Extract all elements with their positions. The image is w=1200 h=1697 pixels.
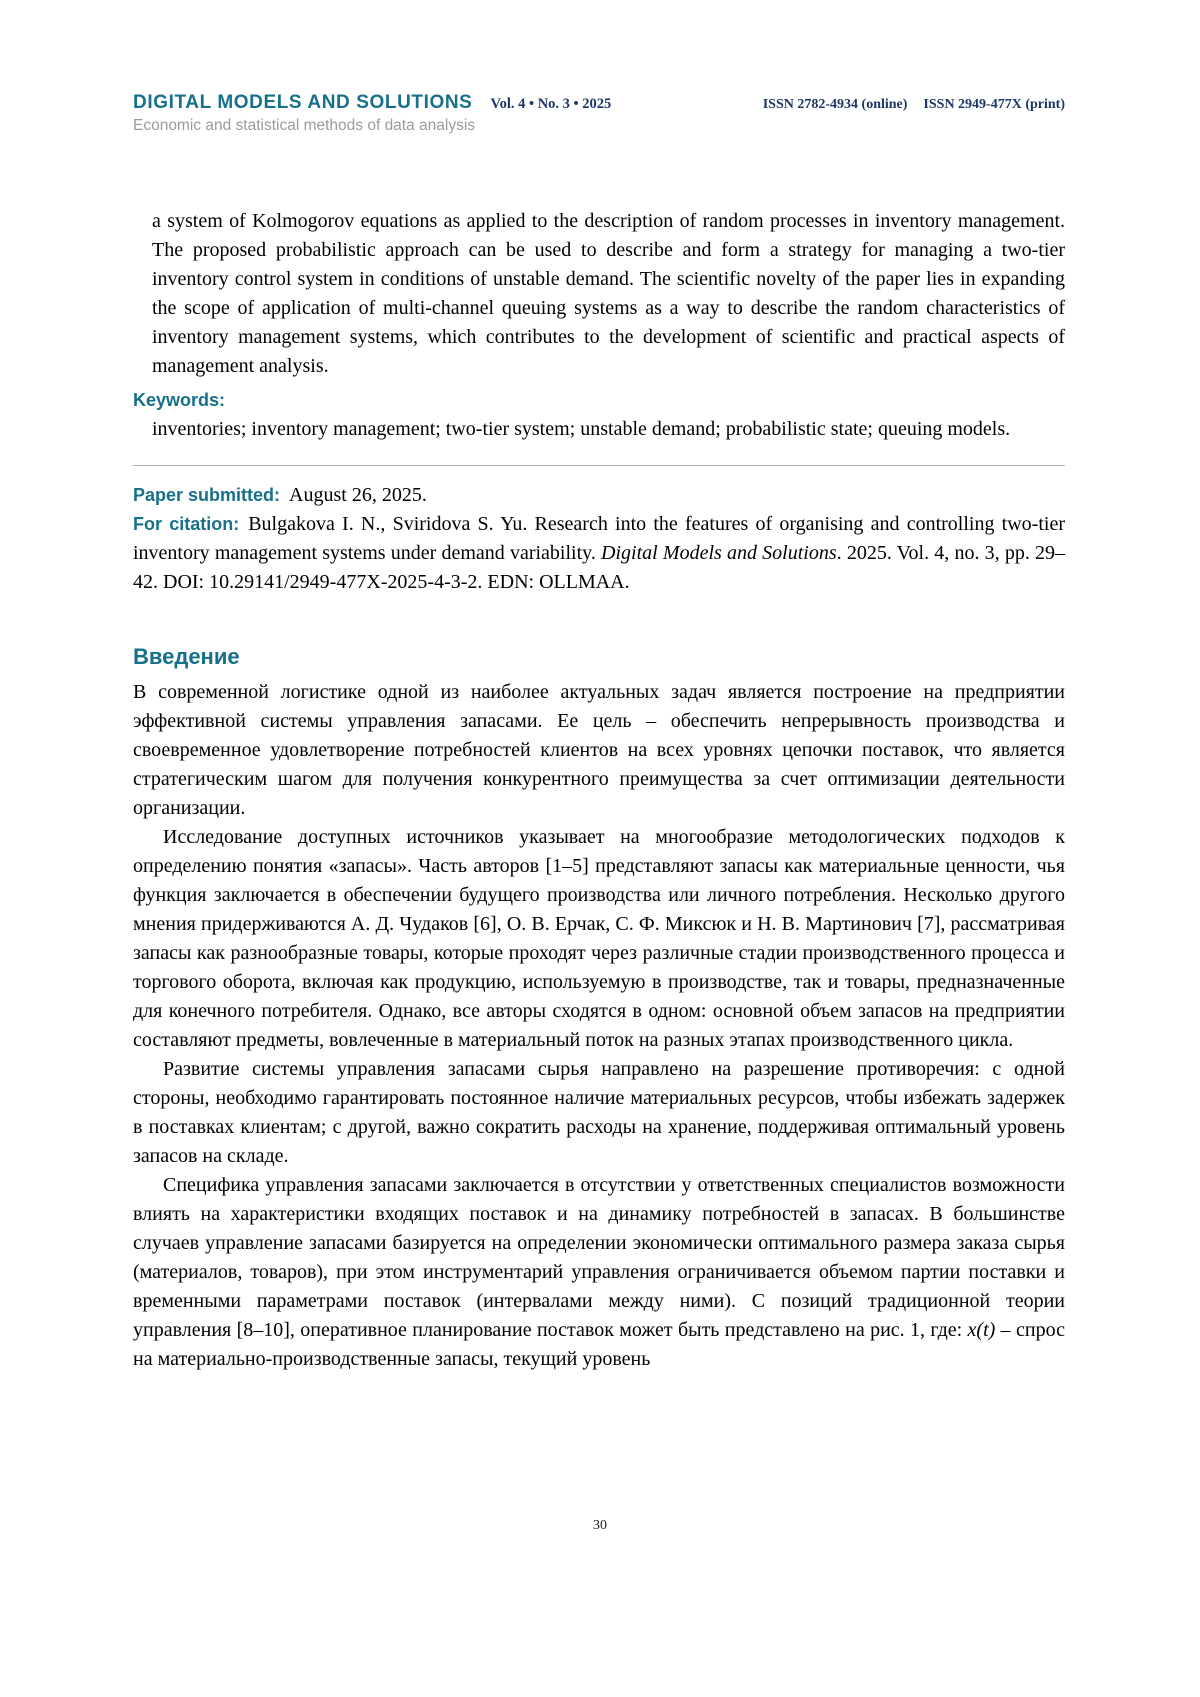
journal-title: DIGITAL MODELS AND SOLUTIONS xyxy=(133,92,473,113)
issn-print: ISSN 2949-477X (print) xyxy=(923,97,1065,112)
intro-paragraph-4-text-cont: – спрос на материально-производственные запасы, текущий уровень xyxy=(133,1319,1065,1370)
paper-submitted-line xyxy=(133,481,1065,510)
math-x-of-t: x(t) xyxy=(967,1319,996,1341)
section-subtitle: Economic and statistical methods of data analysis xyxy=(133,117,476,134)
citation-text-cont: . 2025. Vol. 4, no. 3, pp. 29–42. DOI: 10.29141/2949-477X-2025-4-3-2. EDN: OLLMAA. xyxy=(133,542,1066,593)
issn-online: ISSN 2782-4934 (online) xyxy=(762,97,908,112)
paper-submitted-value: August 26, 2025. xyxy=(289,484,427,506)
journal-header xyxy=(133,92,1065,135)
paper-submitted-label: Paper submitted: xyxy=(133,485,281,505)
introduction-heading: Введение xyxy=(133,644,240,669)
citation-paragraph xyxy=(133,510,1065,597)
keywords-label: Keywords: xyxy=(133,390,226,410)
abstract-text: a system of Kolmogorov equations as applied to the description of random processes in inventory management. The proposed probabilistic approach can be used to describe and form a strategy for managing a two-tier inventory control system in conditions of unstable demand. The scientific novelty of the paper lies in expanding the scope of application of multi-channel queuing systems as a way to describe the random characteristics of inventory management systems, which contributes to the development of scientific and practical aspects of management analysis. xyxy=(152,210,1065,377)
page-content xyxy=(133,207,1065,1374)
citation-text: Bulgakova I. N., Sviridova S. Yu. Research into the features of organising and controlling two-tier inventory management systems under demand variability. xyxy=(133,513,1065,564)
volume-info: Vol. 4 • No. 3 • 2025 xyxy=(490,96,612,112)
citation-journal-name: Digital Models and Solutions xyxy=(601,542,837,564)
intro-paragraph-1: В современной логистике одной из наиболее актуальных задач является построение на предприятии эффективной системы управления запасами. Ее цель – обеспечить непрерывность производства и своевременное удовлетворение потребностей клиентов на всех уровнях цепочки поставок, что является стратегическим шагом для получения конкурентного преимущества за счет оптимизации деятельности организации. xyxy=(133,681,1065,819)
intro-paragraph-3: Развитие системы управления запасами сырья направлено на разрешение противоречия: с одной стороны, необходимо гарантировать постоянное наличие материальных ресурсов, чтобы избежать задержек в поставках клиентам; с другой, важно сократить расходы на хранение, поддерживая оптимальный уровень запасов на складе. xyxy=(133,1058,1065,1167)
journal-header-row xyxy=(133,92,1065,114)
page-number: 30 xyxy=(593,1518,607,1533)
intro-paragraph-2: Исследование доступных источников указывает на многообразие методологических подходов к определению понятия «запасы». Часть авторов [1–5] представляют запасы как материальные ценности, чья функция заключается в обеспечении будущего производства или личного потребления. Несколько другого мнения придерживаются А. Д. Чудаков [6], О. В. Ерчак, С. Ф. Миксюк и Н. В. Мартинович [7], рассматривая запасы как разнообразные товары, которые проходят через различные стадии производственного процесса и торгового оборота, включая как продукцию, используемую в производстве, так и товары, предназначенные для конечного потребителя. Однако, все авторы сходятся в одном: основной объем запасов на предприятии составляют предметы, вовлеченные в материальный поток на разных этапах производственного цикла. xyxy=(133,826,1065,1051)
intro-paragraph-4 xyxy=(133,1171,1065,1374)
divider xyxy=(133,465,1065,466)
keywords-text: inventories; inventory management; two-tier system; unstable demand; probabilistic state; queuing models. xyxy=(152,418,1011,440)
for-citation-label: For citation: xyxy=(133,514,240,534)
intro-paragraph-4-text: Специфика управления запасами заключается в отсутствии у ответственных специалистов возможности влиять на характеристики входящих поставок и на динамику потребностей в запасах. В большинстве случаев управление запасами базируется на определении экономически оптимального размера заказа сырья (материалов, товаров), при этом инструментарий управления ограничивается объемом партии поставки и временными параметрами поставок (интервалами между ними). С позиций традиционной теории управления [8–10], оперативное планирование поставок может быть представлено на рис. 1, где: xyxy=(133,1174,1065,1341)
